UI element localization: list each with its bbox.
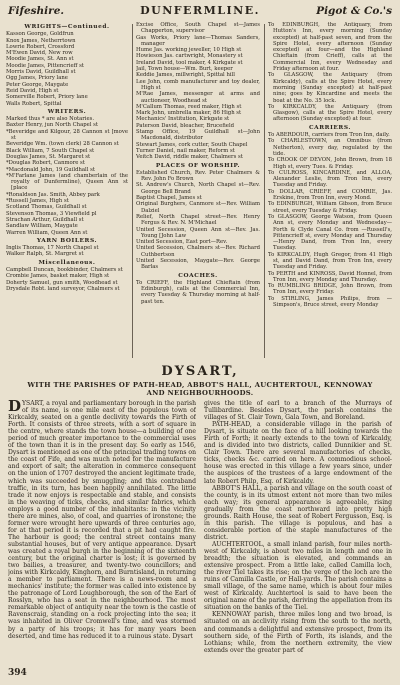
directory-entry: To GLASGOW, George Watson, from Queen Ann st, every Monday and Wednesday—Forth & Clyde Canal Co. from —Russell's, Pittencrieff st, every Monday and Thursday—Henry Dand, from Tron Inn, every Tuesday. xyxy=(268,213,392,252)
directory-entry: Stevenson Thomas, 3 Viewfield pl xyxy=(6,210,97,217)
directory-entry: Walker Ralph, St. Margret st xyxy=(6,251,84,258)
directory-entry: *Douglas Robert, Canmore st xyxy=(6,160,85,167)
directory-entry: Established Church, Rev. Peter Chalmers & Rev. John Fo Brown xyxy=(136,169,260,183)
directory-entry: Lee John, comb manufacturer and toy dealer, High st xyxy=(136,78,260,91)
directory-entry: Crombie James, basket maker, High st xyxy=(6,273,110,280)
section-heading: PLACES OF WORSHIP. xyxy=(155,162,241,169)
directory-entry: United Secession, Maygate—Rev. George Barlas xyxy=(136,257,260,271)
directory-entry: To CHARLESTOWN, an Omnibus (from Netherton), every day, regulated by the tide. xyxy=(268,138,392,157)
directory-entry: Jail, Town house—Wm. Burt, keeper xyxy=(136,66,233,73)
directory-entry: To ABERDOUR, carriers from Tron Inn, daily. xyxy=(268,132,390,139)
directory-entry: Paterson David, bleacher, Brucefield xyxy=(136,122,235,129)
directory-entry: Warren William, Queen Ann st xyxy=(6,229,88,236)
directory-entry: St. Andrew's Church, North Chapel st—Rev. George Bell Brand xyxy=(136,182,260,195)
directory-entry: Drysdale Robt. land surveyor, Chalmers st xyxy=(6,285,120,292)
directory-entry: Sandlaw William, Maygate xyxy=(6,223,78,230)
section-heading: WRITERS. xyxy=(47,108,87,115)
directory-entry: Original Burghers, Canmore st—Rev. William Dalziel xyxy=(136,201,260,214)
directory-column-1 xyxy=(6,22,128,360)
directory-entry: *Russell James, High st xyxy=(6,198,69,205)
directory-entry: M'Ewen David, New row xyxy=(6,50,73,57)
directory-entry: Ogg James, Priory lane xyxy=(6,75,68,82)
directory-entry: To GLASGOW, the Antiquary (from Kirkcaldy), calls at the Spire Hotel, every morning (Sunday excepted) at half-past nine; goes by Kincardine and meets the boat at the No. 35 lock. xyxy=(268,72,392,104)
prose-column-1 xyxy=(8,400,196,668)
directory-entry: Strachan Arthur, Guildhall st xyxy=(6,216,84,223)
directory-entry: To RUMBLING BRIDGE, John Brown, from Tron Inn, every Friday. xyxy=(268,283,392,296)
directory-entry: To EDINBURGH, the Antiquary, from Hutton's Inn, every morning (Sunday excepted) at half-past seven, and from the Spire Hotel, every afternoon (Sunday excepted) at four—and the Highland Chieftain (from Crieff), calls at the Commercial Inn, every Wednesday and Friday afternoon at four. xyxy=(268,22,392,73)
page xyxy=(6,4,394,680)
directory-entry: *Beveridge and Kilgour, 28 Cannon st [move st xyxy=(6,128,128,142)
directory-entry: Moodie James, Pittencrieff st xyxy=(6,62,84,69)
directory-entry: Douglas James, St. Margaret st xyxy=(6,153,91,160)
directory-entry: Morris David, Guildhall st xyxy=(6,69,76,76)
directory-entry: United Secession, East port—Rev. xyxy=(136,239,228,246)
drop-cap: D xyxy=(8,400,22,415)
column-divider xyxy=(132,24,133,358)
prose-paragraph: gives the title of earl to a branch of the Murrays of Tullibardine. Besides Dysart, the parish contains the villages of St. Clair Town, Gala Town, and Boreland. xyxy=(204,400,392,422)
header-town: DUNFERMLINE. xyxy=(140,4,260,17)
running-header xyxy=(6,4,394,20)
directory-entry: Baxter Henry, jun North Chapel st xyxy=(6,122,98,129)
directory-entry: Reid David, High st xyxy=(6,87,59,94)
directory-entry: To STIRLING, James Philips, from — Simpson's, Bruce street, every Monday xyxy=(268,295,392,309)
page-number: 394 xyxy=(8,668,27,678)
prose-paragraph: ABBOT'S HALL, a parish and village on the south coast of the county, is in its utmost extent not more than two miles each way; its general appearance is agreeable, rising gradually from the coast northward into pretty high grounds. Raith House, the seat of Robert Fergusson, Esq. is in this parish. The village is populous, and has a considerable portion of the staple manufactures of the district. xyxy=(204,484,392,541)
section-title: DYSART, xyxy=(161,364,239,379)
directory-entry: Moodie James, St. Ann st xyxy=(6,56,74,63)
directory-entry: Howieson Jas. cartwright, Monastery st xyxy=(136,53,243,60)
directory-entry: Relief, North Chapel street—Rev. Henry Fergus & Rev. N. M'Michael xyxy=(136,213,260,227)
directory-entry: United Secession, Queen Ann st—Rev. Jas. Young [John Law xyxy=(136,226,260,239)
section-heading: WRIGHTS—Continued. xyxy=(24,24,110,30)
section-heading: COACHES. xyxy=(178,272,218,279)
section-subtitle-2: AND NEIGHBOURHOODS. xyxy=(146,389,254,397)
directory-entry: Scotland Thomas, Guildhall st xyxy=(6,204,87,211)
directory-entry: Somerville Robert, Priory lane xyxy=(6,94,88,101)
directory-entry: Mechanics' Institution, Kirkgate st xyxy=(136,116,230,123)
directory-entry: Black William, 7 South Chapel st xyxy=(6,147,95,154)
directory-entry: *Ronaldson Jas. Smith, Abbey park xyxy=(6,191,100,198)
directory-entry: Gas Works, Priory lane—Thomas Sanders, manager xyxy=(136,34,260,47)
header-county: Fifeshire. xyxy=(8,5,65,17)
directory-entry: Knox James, Netherrtown xyxy=(6,37,76,44)
directory-entry: M'Rae James, messenger at arms and auctioneer, Woodhead st xyxy=(136,91,260,104)
directory-entry: *Macdonald John, 19 Guildhall st xyxy=(6,166,95,173)
directory-entry: To KIRKCALDY, Hugh Gregor, from 41 High st, and David Dand, from Tron Inn, every Tuesday and Friday. xyxy=(268,251,392,271)
directory-entry: Hume Jas. working jeweller, 10 High st xyxy=(136,47,242,54)
directory-entry: Kasson George, Goldfrun xyxy=(6,31,74,38)
directory-entry: Stewart James, cork cutter, South Chapel xyxy=(136,141,248,148)
directory-entry: Lowrie Robert, Crossford xyxy=(6,43,75,50)
directory-entry: Keddie James, millwright, Spittal hill xyxy=(136,72,235,79)
directory-entry: To EDINBURGH, William Gibson, from Bruce street, every Tuesday & Friday. xyxy=(268,201,392,214)
directory-entry: To KIRKCALDY, the Antiquary (from Glasgow), calls at the Spire Hotel, every afternoon (Sunday excepted) at four. xyxy=(268,103,392,123)
column-divider xyxy=(264,24,265,358)
section-subtitle: WITH THE PARISHES OF PATH-HEAD, ABBOT'S HALL, AUCHTERTOUL, KENNOWAY xyxy=(27,381,373,389)
directory-entry: Inglis Thomas, 17 North Chapel st xyxy=(6,245,99,252)
directory-entry: *M'Farlane James (and chamberlain of the royalty of Dunfermline), Queen Ann st [place xyxy=(6,172,128,192)
directory-entry: Veitch David, riddle maker, Chalmers st xyxy=(136,154,243,161)
directory-entry: To CULROSS, KINCARDINE, and ALLOA, Alexander Leslie, from Tron Inn, every Tuesday and Friday. xyxy=(268,169,392,189)
header-publisher: Pigot & Co.'s xyxy=(316,5,392,17)
directory-columns xyxy=(6,22,394,360)
directory-entry: Walls Robert, Spittal xyxy=(6,100,62,107)
directory-entry: M'Callum Thomas, reed maker, High st xyxy=(136,103,242,110)
directory-entry: To CRIEFF, the Highland Chieftain (from Edinburgh), calls at the Commercial Inn, every Tuesday & Thursday morning at half-past ten. xyxy=(136,279,260,305)
directory-column-2 xyxy=(136,22,260,360)
prose-paragraph: KENNOWAY parish, three miles long and two broad, is situated on an acclivity rising from the south to the north, and commands a delightful and extensive prospect, from its southern side, of the Firth of Forth, its islands, and the Lothians; while, from the northern extremity, the view extends over the greater part of xyxy=(204,611,392,654)
directory-entry: Beveridge Wm. (town clerk) 28 Cannon st xyxy=(6,141,119,148)
directory-entry: Mark John, umbrella maker, 86 High st xyxy=(136,110,242,117)
directory-column-3 xyxy=(268,22,392,360)
directory-entry: To CROOK OF DEVON, John Brown, from 18 High st, every Tues. & Friday. xyxy=(268,157,392,170)
directory-entry: Turner Daniel, nail maker, Reform st xyxy=(136,147,235,154)
prose-text: YSART, a royal and parliamentary borough in the parish of its name, is one mile east of the populous town of Kirkcaldy, seated on a gentle declivity towards the Firth of Forth. It consists of three streets, with a sort of square in the centre, where stands the town house—a building of one period of much greater importance to the commercial uses of the town than it is in the present day. So early as 1546, Dysart is mentioned as one of the principal trading towns on the coast of Fife, and was much noted for the manufacture and export of salt; the alteration in commerce consequent on the union of 1707 destroyed the ancient legitimate trade, which was succeeded by smuggling; and this contraband traffic, in its turn, has been happily annihilated. The little trade it now enjoys is respectable and stable, and consists in the weaving of ticks, checks, and similar fabrics, which employs a good number of the inhabitants: in the vicinity there are mines, also, of coal, and quarries of ironstone; the former were wrought here upwards of three centuries ago, for at that period it is recorded that a pit had caught fire. The harbour is good; the central street contains many substantial houses, but of very antique appearance. Dysart was created a royal burgh in the beginning of the sixteenth century, but the original charter is lost; it is governed by two bailies, a treasurer, and twenty-two councillors; and joins with Kirkcaldy, Kinghorn, and Burntisland, in returning a member to parliament. There is a news-room and a mechanics' institute; the former was called into existence by the patronage of Lord Loughborough, the son of the Earl of Rosslyn, who has a seat in the neighbourhood. The most remarkable object of antiquity near the town is the castle of Ravenscraig, standing on a rock projecting into the sea; it was inhabited in Oliver Cromwell's time, and was stormed by a party of his troops; it has for many years been deserted, and time has reduced it to a ruinous state. Dysart xyxy=(8,400,196,640)
section-heading: YARN BOILERS. xyxy=(36,237,98,244)
directory-entry: Excise Office, South Chapel st—James Chapperton, supervisor xyxy=(136,22,260,35)
prose-paragraph: PATH-HEAD, a considerable village in the parish of Dysart, is situate on the face of a hill looking towards the Firth of Forth; it nearly extends to the town of Kirkcaldy, and is divided into two districts, called Dunnikier and St. Clair Town. There are several manufactories of checks, ticks, checks &c. carried on here. A commodious school-house was erected in this village a few years since, under the auspices of the trustees of a large endowment of the late Robert Philp, Esq. of Kirkcaldy. xyxy=(204,421,392,485)
directory-entry: United Secession, Chalmers st—Rev. Richard Cuthbertson xyxy=(136,245,260,258)
section-heading: CARRIERS. xyxy=(308,124,352,131)
prose-paragraph: AUCHTERTOOL, a small inland parish, four miles north-west of Kirkcaldy, is about two miles in length and one in breadth; the situation is elevated, and commands an extensive prospect. From a little lake, called Camilla loch, the river Tiel takes its rise; on the verge of the loch are the ruins of Camilla Castle, or Hall-yards. The parish contains a small village, of the same name, which is about four miles west of Kirkcaldy. Auchtertool is said to have been the original name of the parish, deriving the appellation from its situation on the banks of the Tiel. xyxy=(204,540,392,612)
directory-entry: To PERTH and KINROSS, David Honnel, from Tron Inn, every Monday and Thursday. xyxy=(268,270,392,283)
prose-column-2 xyxy=(204,400,392,668)
directory-entry: To DOLLAR, CRIEFF, and COMRIE, Jas. Erskine, from Tron Inn, every Mond. xyxy=(268,188,392,202)
directory-entry: Peter George, Maygate xyxy=(6,81,69,88)
directory-entry: Baptist Chapel, James st xyxy=(136,195,202,202)
directory-entry: Campbell Duncan, bookbinder, Chalmers st xyxy=(6,266,123,273)
directory-entry: Doherty Samuel, gun smith, Woodhead st xyxy=(6,279,118,286)
directory-entry: Ireland David, tool maker, 4 Kirkgate st xyxy=(136,59,243,66)
section-heading: Miscellaneous. xyxy=(38,259,96,266)
prose-paragraph xyxy=(8,400,196,640)
directory-entry: Marked thus * are also Notaries. xyxy=(6,116,95,123)
directory-entry: Stamp Office, 19 Guildhall st—John Macdonald, distributor xyxy=(136,129,260,142)
